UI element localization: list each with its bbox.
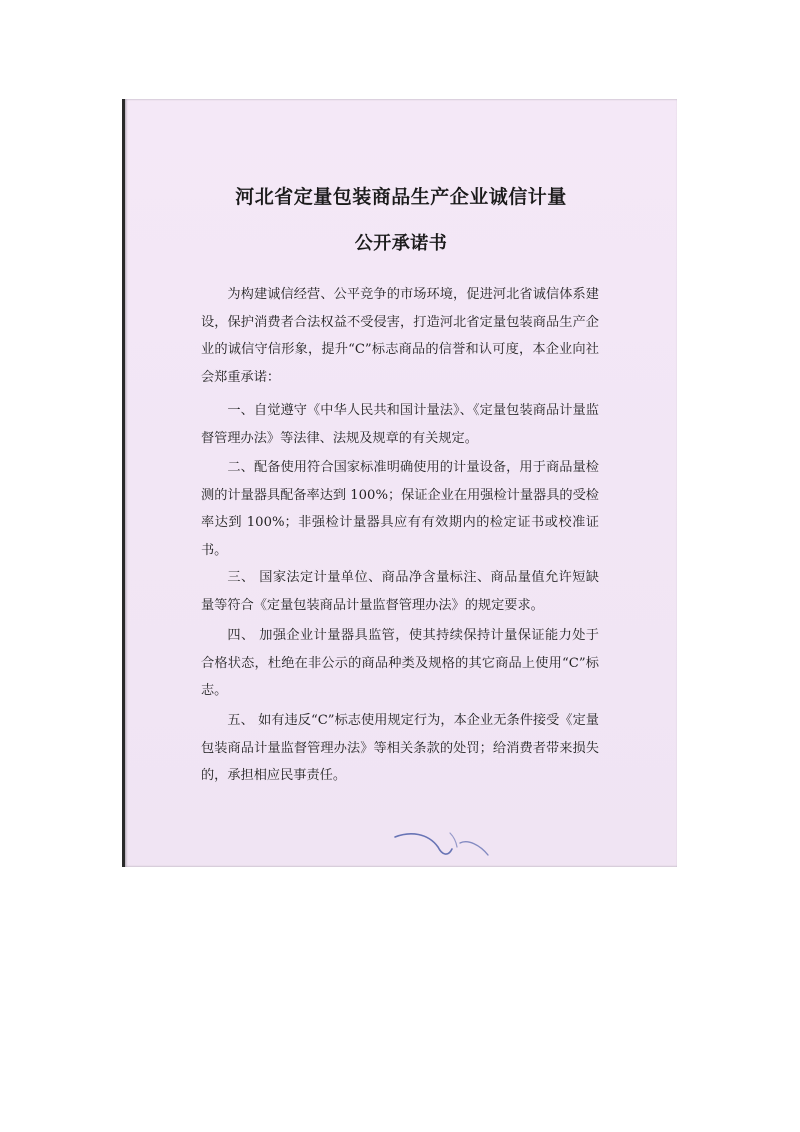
scanned-document-page	[122, 99, 677, 867]
paragraph-item-4: 四、 加强企业计量器具监管，使其持续保持计量保证能力处于合格状态，杜绝在非公示的商品种类及规格的其它商品上使用“C”标志。	[201, 628, 599, 698]
paragraph-preamble: 为构建诚信经营、公平竞争的市场环境，促进河北省诚信体系建设，保护消费者合法权益不受侵害，打造河北省定量包装商品生产企业的诚信守信形象，提升“C”标志商品的信誉和认可度，本企业向社会郑重承诺：	[201, 287, 599, 385]
paragraph-item-3: 三、 国家法定计量单位、商品净含量标注、商品量值允许短缺量等符合《定量包装商品计量监督管理办法》的规定要求。	[201, 570, 599, 613]
pen-stroke-mark	[390, 825, 500, 865]
document-title-line1: 河北省定量包装商品生产企业诚信计量	[235, 186, 567, 208]
paragraph-item-5: 五、 如有违反“C”标志使用规定行为，本企业无条件接受《定量包装商品计量监督管理办法》等相关条款的处罚；给消费者带来损失的，承担相应民事责任。	[201, 713, 599, 783]
paragraph-item-1: 一、自觉遵守《中华人民共和国计量法》、《定量包装商品计量监督管理办法》等法律、法规及规章的有关规定。	[201, 403, 599, 446]
document-title-line2: 公开承诺书	[354, 233, 448, 254]
paragraph-item-2: 二、配备使用符合国家标准明确使用的计量设备，用于商品量检测的计量器具配备率达到 100%；保证企业在用强检计量器具的受检率达到 100%；非强检计量器具应有有效期内的检定证书或校准证书。	[201, 460, 599, 558]
